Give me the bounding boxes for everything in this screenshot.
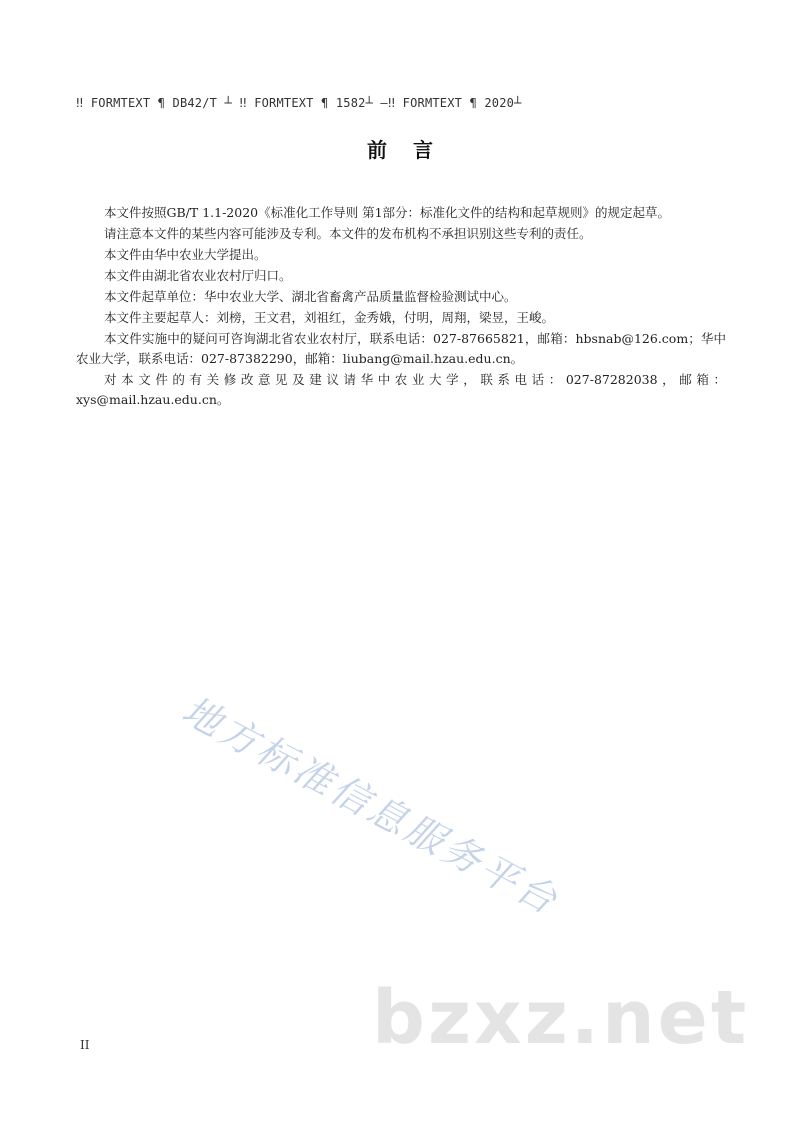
platform-watermark: 地方标准信息服务平台 (175, 687, 567, 924)
paragraph-drafters: 本文件主要起草人：刘榜，王文君，刘祖红，金秀娥，付明，周翔，梁昱，王峻。 (104, 310, 555, 325)
page-title: 前言 (367, 138, 459, 162)
paragraph-standard-basis: 本文件按照GB/T 1.1-2020《标准化工作导则 第1部分：标准化文件的结构和起草规则》的规定起草。 (104, 205, 671, 220)
foreword-body (76, 203, 726, 411)
page-number: II (80, 1038, 90, 1052)
paragraph-drafting-units: 本文件起草单位：华中农业大学、湖北省畜禽产品质量监督检验测试中心。 (104, 289, 517, 304)
standard-code-header: ‼ FORMTEXT ¶ DB42/T ┴ ‼ FORMTEXT ¶ 1582┴ —‼ FORMTEXT ¶ 2020┴ (76, 96, 522, 110)
paragraph-patent-notice: 请注意本文件的某些内容可能涉及专利。本文件的发布机构不承担识别这些专利的责任。 (104, 226, 592, 241)
paragraph-proposer: 本文件由华中农业大学提出。 (104, 247, 267, 262)
paragraph-administrator: 本文件由湖北省农业农村厅归口。 (104, 268, 292, 283)
paragraph-inquiry-contact: 本文件实施中的疑问可咨询湖北省农业农村厅，联系电话：027-87665821，邮箱：hbsnab@126.com；华中农业大学，联系电话：027-87382290，邮箱：liubang@mail.hzau.edu.cn。 (76, 331, 726, 366)
site-watermark: bzxz.net (372, 975, 750, 1061)
paragraph-feedback-contact: 对本文件的有关修改意见及建议请华中农业大学，联系电话：027-87282038，邮箱：xys@mail.hzau.edu.cn。 (76, 372, 726, 407)
